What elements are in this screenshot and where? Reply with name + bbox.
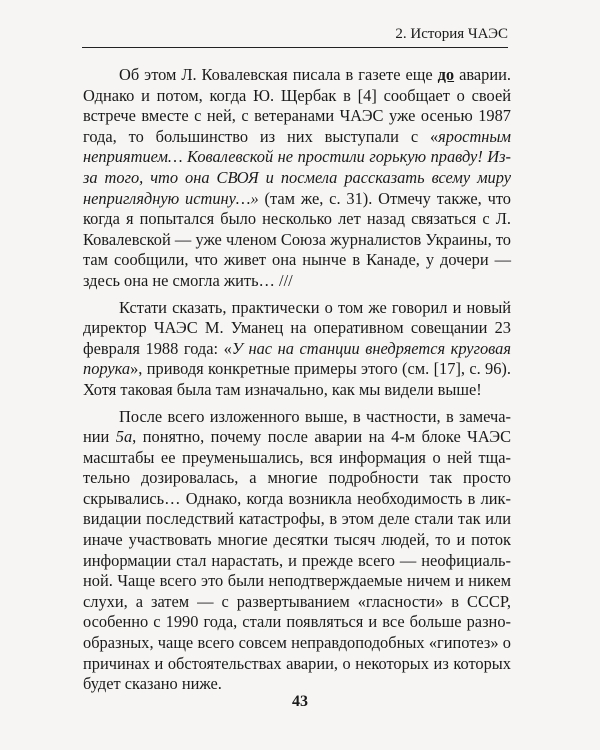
paragraph-1-text: Об этом Л. Ковалевская писала в газете еще xyxy=(119,65,438,84)
italic-reference: 5а xyxy=(115,427,133,447)
paragraph-3-text: , понятно, почему после аварии на 4-м блоке ЧАЭС масштабы ее преуменьшались, вся информация о ней тщательно дозировалась, а многие подробности так просто скрывались… Однако, когда возникла необходимость в ликвидации последствий катастрофы, в этом деле стали так или иначе участвовать многие десятки тысяч людей, то и поток информации стал нарастать, и прежде всего — неофициальной. Чаще всего это были неподтверждаемые ничем и никем слухи, а затем — с развертыванием «гласности» в СССР, особенно с 1990 года, стали появляться и все больше разнообразных, чаще всего совсем неправдоподобных «гипотез» о причинах и обстоятельствах аварии, о некоторых из которых будет сказано ниже. xyxy=(83,427,512,694)
page-number: 43 xyxy=(292,693,308,710)
paragraph-3-text: После всего изложенного выше, в частности, в замечании xyxy=(83,406,511,447)
paragraph-2-text: Кстати сказать, практически о том же говорил и новый директор ЧАЭС М. Уманец на оперативном совещании 23 февраля 1988 года: « xyxy=(83,297,511,358)
italic-quote: У нас на станции внедряется круговая порука xyxy=(83,338,511,379)
italic-quote: яростным неприятием… Ковалевской не простили горькую правду! Из-за того, что она СВОЯ и посмела рассказать всему миру неприглядную истину…» xyxy=(83,126,511,208)
paragraph-1-text: (там же, с. 31). Отмечу также, что когда я попытался было несколько лет назад связаться с Л. Ковалевской — уже членом Союза журналистов Украины, то там сообщили, что живет она нынче в Канаде, у дочери — здесь она не смогла жить… /// xyxy=(83,188,511,290)
paragraph-1-text: аварии. Однако и потом, когда Ю. Щербак в [4] сообщает о своей встрече вместе с ней, с ветеранами ЧАЭС уже осенью 1987 года, то большинство из них выступали с « xyxy=(83,65,511,146)
paragraph-1 xyxy=(83,65,511,292)
running-head: 2. История ЧАЭС xyxy=(82,26,508,48)
paragraph-2-text: », приводя конкретные примеры этого (см. [17], с. 96). Хотя таковая была там изначально, как мы видели выше! xyxy=(83,359,511,399)
paragraph-3 xyxy=(83,407,511,695)
paragraph-2 xyxy=(83,298,511,401)
underlined-word: до xyxy=(437,65,455,84)
body-text xyxy=(83,65,511,695)
